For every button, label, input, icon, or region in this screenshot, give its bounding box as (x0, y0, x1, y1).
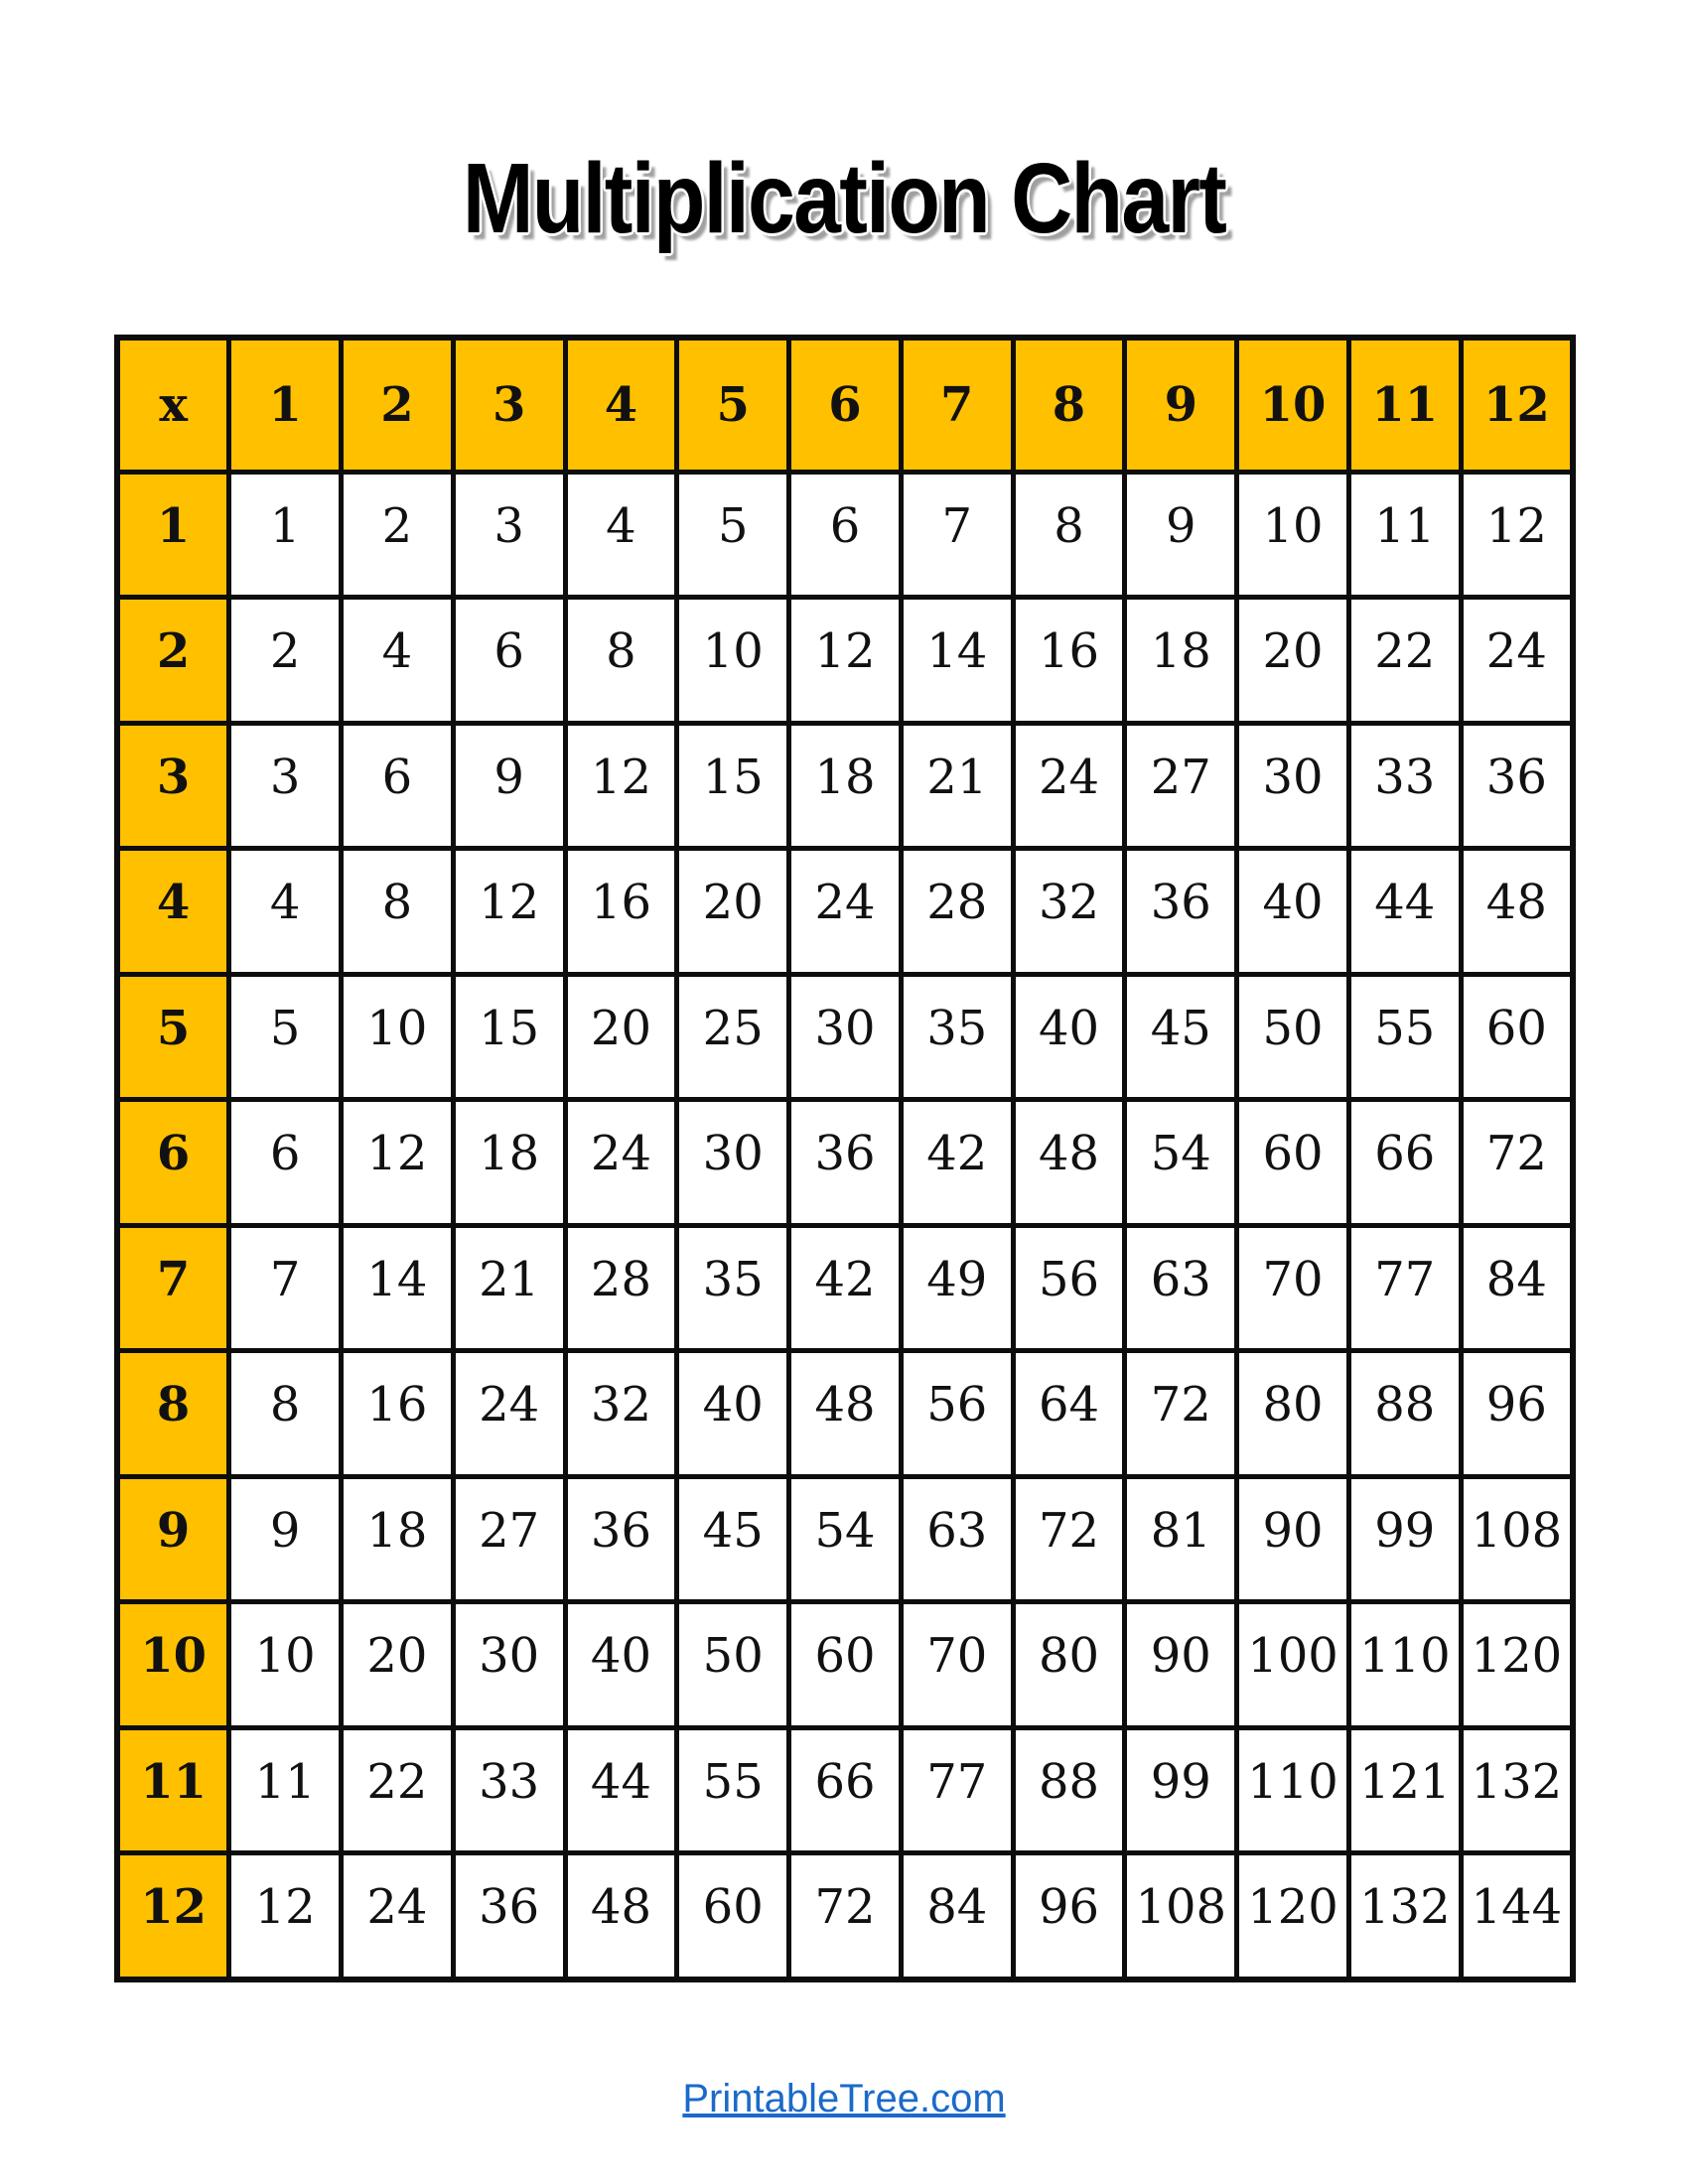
product-cell: 90 (1237, 1476, 1349, 1601)
product-cell: 108 (1461, 1476, 1573, 1601)
product-cell: 60 (677, 1853, 789, 1979)
row-header-cell: 7 (117, 1225, 229, 1350)
product-cell: 60 (1461, 974, 1573, 1099)
product-cell: 20 (677, 849, 789, 974)
product-cell: 42 (789, 1225, 902, 1350)
product-cell: 50 (1237, 974, 1349, 1099)
product-cell: 45 (1125, 974, 1237, 1099)
table-row (117, 1476, 1573, 1601)
product-cell: 108 (1125, 1853, 1237, 1979)
product-cell: 30 (453, 1602, 565, 1727)
row-header-cell: 10 (117, 1602, 229, 1727)
page-title: Multiplication Chart (462, 143, 1226, 254)
product-cell: 44 (1348, 849, 1461, 974)
column-header-cell: 2 (342, 338, 454, 473)
product-cell: 121 (1348, 1727, 1461, 1852)
product-cell: 56 (901, 1351, 1013, 1476)
product-cell: 4 (342, 598, 454, 723)
row-header-cell: 12 (117, 1853, 229, 1979)
product-cell: 36 (453, 1853, 565, 1979)
column-header-cell: 6 (789, 338, 902, 473)
product-cell: 5 (677, 473, 789, 598)
product-cell: 77 (901, 1727, 1013, 1852)
row-header-cell: 8 (117, 1351, 229, 1476)
product-cell: 1 (229, 473, 342, 598)
product-cell: 132 (1348, 1853, 1461, 1979)
table-row (117, 598, 1573, 723)
product-cell: 12 (1461, 473, 1573, 598)
table-header-row (117, 338, 1573, 473)
product-cell: 24 (453, 1351, 565, 1476)
product-cell: 48 (789, 1351, 902, 1476)
product-cell: 18 (453, 1100, 565, 1225)
product-cell: 8 (1013, 473, 1125, 598)
product-cell: 88 (1013, 1727, 1125, 1852)
product-cell: 50 (677, 1602, 789, 1727)
product-cell: 18 (342, 1476, 454, 1601)
product-cell: 55 (1348, 974, 1461, 1099)
product-cell: 25 (677, 974, 789, 1099)
product-cell: 12 (789, 598, 902, 723)
product-cell: 40 (565, 1602, 677, 1727)
product-cell: 21 (901, 723, 1013, 848)
product-cell: 90 (1125, 1602, 1237, 1727)
column-header-cell: 1 (229, 338, 342, 473)
product-cell: 7 (229, 1225, 342, 1350)
product-cell: 4 (229, 849, 342, 974)
product-cell: 49 (901, 1225, 1013, 1350)
table-row (117, 1351, 1573, 1476)
column-header-cell: 8 (1013, 338, 1125, 473)
footer-link[interactable]: PrintableTree.com (682, 2077, 1006, 2120)
product-cell: 36 (789, 1100, 902, 1225)
product-cell: 9 (1125, 473, 1237, 598)
product-cell: 24 (342, 1853, 454, 1979)
product-cell: 48 (565, 1853, 677, 1979)
product-cell: 70 (901, 1602, 1013, 1727)
product-cell: 96 (1013, 1853, 1125, 1979)
product-cell: 55 (677, 1727, 789, 1852)
column-header-cell: 7 (901, 338, 1013, 473)
product-cell: 12 (342, 1100, 454, 1225)
product-cell: 30 (677, 1100, 789, 1225)
product-cell: 35 (901, 974, 1013, 1099)
product-cell: 32 (565, 1351, 677, 1476)
product-cell: 99 (1348, 1476, 1461, 1601)
product-cell: 12 (565, 723, 677, 848)
product-cell: 48 (1013, 1100, 1125, 1225)
row-header-cell: 11 (117, 1727, 229, 1852)
product-cell: 81 (1125, 1476, 1237, 1601)
table-row (117, 723, 1573, 848)
product-cell: 84 (1461, 1225, 1573, 1350)
product-cell: 96 (1461, 1351, 1573, 1476)
row-header-cell: 5 (117, 974, 229, 1099)
product-cell: 72 (1125, 1351, 1237, 1476)
product-cell: 60 (789, 1602, 902, 1727)
product-cell: 11 (229, 1727, 342, 1852)
product-cell: 42 (901, 1100, 1013, 1225)
product-cell: 18 (1125, 598, 1237, 723)
product-cell: 40 (1237, 849, 1349, 974)
product-cell: 54 (789, 1476, 902, 1601)
product-cell: 144 (1461, 1853, 1573, 1979)
product-cell: 16 (565, 849, 677, 974)
product-cell: 60 (1237, 1100, 1349, 1225)
product-cell: 36 (1125, 849, 1237, 974)
product-cell: 120 (1461, 1602, 1573, 1727)
table-row (117, 1727, 1573, 1852)
product-cell: 22 (342, 1727, 454, 1852)
product-cell: 6 (789, 473, 902, 598)
table-row (117, 1225, 1573, 1350)
product-cell: 110 (1348, 1602, 1461, 1727)
product-cell: 12 (453, 849, 565, 974)
product-cell: 45 (677, 1476, 789, 1601)
product-cell: 44 (565, 1727, 677, 1852)
product-cell: 6 (453, 598, 565, 723)
product-cell: 63 (901, 1476, 1013, 1601)
product-cell: 40 (677, 1351, 789, 1476)
product-cell: 99 (1125, 1727, 1237, 1852)
product-cell: 2 (342, 473, 454, 598)
row-header-cell: 9 (117, 1476, 229, 1601)
product-cell: 22 (1348, 598, 1461, 723)
product-cell: 35 (677, 1225, 789, 1350)
column-header-cell: 10 (1237, 338, 1349, 473)
product-cell: 66 (1348, 1100, 1461, 1225)
product-cell: 24 (565, 1100, 677, 1225)
product-cell: 24 (789, 849, 902, 974)
product-cell: 54 (1125, 1100, 1237, 1225)
header-row (117, 338, 1573, 473)
product-cell: 33 (453, 1727, 565, 1852)
product-cell: 72 (1461, 1100, 1573, 1225)
product-cell: 63 (1125, 1225, 1237, 1350)
product-cell: 70 (1237, 1225, 1349, 1350)
product-cell: 10 (677, 598, 789, 723)
product-cell: 14 (901, 598, 1013, 723)
row-header-cell: 4 (117, 849, 229, 974)
product-cell: 120 (1237, 1853, 1349, 1979)
table-row (117, 473, 1573, 598)
product-cell: 32 (1013, 849, 1125, 974)
product-cell: 100 (1237, 1602, 1349, 1727)
product-cell: 77 (1348, 1225, 1461, 1350)
column-header-cell: 3 (453, 338, 565, 473)
product-cell: 36 (565, 1476, 677, 1601)
product-cell: 56 (1013, 1225, 1125, 1350)
row-header-cell: 6 (117, 1100, 229, 1225)
product-cell: 48 (1461, 849, 1573, 974)
row-header-cell: 1 (117, 473, 229, 598)
product-cell: 11 (1348, 473, 1461, 598)
table-row (117, 1602, 1573, 1727)
product-cell: 5 (229, 974, 342, 1099)
footer (0, 2077, 1688, 2121)
product-cell: 28 (901, 849, 1013, 974)
product-cell: 8 (342, 849, 454, 974)
product-cell: 2 (229, 598, 342, 723)
product-cell: 9 (453, 723, 565, 848)
product-cell: 40 (1013, 974, 1125, 1099)
product-cell: 8 (565, 598, 677, 723)
product-cell: 110 (1237, 1727, 1349, 1852)
corner-operator-cell: x (117, 338, 229, 473)
product-cell: 80 (1013, 1602, 1125, 1727)
product-cell: 24 (1013, 723, 1125, 848)
product-cell: 14 (342, 1225, 454, 1350)
product-cell: 12 (229, 1853, 342, 1979)
product-cell: 20 (1237, 598, 1349, 723)
product-cell: 8 (229, 1351, 342, 1476)
column-header-cell: 12 (1461, 338, 1573, 473)
product-cell: 4 (565, 473, 677, 598)
product-cell: 72 (1013, 1476, 1125, 1601)
column-header-cell: 9 (1125, 338, 1237, 473)
product-cell: 10 (342, 974, 454, 1099)
product-cell: 84 (901, 1853, 1013, 1979)
product-cell: 16 (342, 1351, 454, 1476)
product-cell: 132 (1461, 1727, 1573, 1852)
product-cell: 6 (229, 1100, 342, 1225)
product-cell: 72 (789, 1853, 902, 1979)
product-cell: 20 (342, 1602, 454, 1727)
product-cell: 28 (565, 1225, 677, 1350)
product-cell: 6 (342, 723, 454, 848)
column-header-cell: 4 (565, 338, 677, 473)
row-header-cell: 3 (117, 723, 229, 848)
product-cell: 3 (453, 473, 565, 598)
product-cell: 3 (229, 723, 342, 848)
product-cell: 15 (677, 723, 789, 848)
product-cell: 80 (1237, 1351, 1349, 1476)
product-cell: 36 (1461, 723, 1573, 848)
product-cell: 30 (789, 974, 902, 1099)
product-cell: 16 (1013, 598, 1125, 723)
product-cell: 24 (1461, 598, 1573, 723)
column-header-cell: 5 (677, 338, 789, 473)
product-cell: 27 (1125, 723, 1237, 848)
column-header-cell: 11 (1348, 338, 1461, 473)
row-header-cell: 2 (117, 598, 229, 723)
table-row (117, 1853, 1573, 1979)
table-row (117, 849, 1573, 974)
product-cell: 27 (453, 1476, 565, 1601)
product-cell: 7 (901, 473, 1013, 598)
product-cell: 20 (565, 974, 677, 1099)
product-cell: 10 (1237, 473, 1349, 598)
product-cell: 30 (1237, 723, 1349, 848)
product-cell: 10 (229, 1602, 342, 1727)
product-cell: 18 (789, 723, 902, 848)
table-body (117, 473, 1573, 1980)
table-row (117, 974, 1573, 1099)
table-row (117, 1100, 1573, 1225)
product-cell: 9 (229, 1476, 342, 1601)
product-cell: 15 (453, 974, 565, 1099)
product-cell: 33 (1348, 723, 1461, 848)
product-cell: 66 (789, 1727, 902, 1852)
multiplication-table (114, 335, 1576, 1982)
product-cell: 64 (1013, 1351, 1125, 1476)
product-cell: 21 (453, 1225, 565, 1350)
product-cell: 88 (1348, 1351, 1461, 1476)
